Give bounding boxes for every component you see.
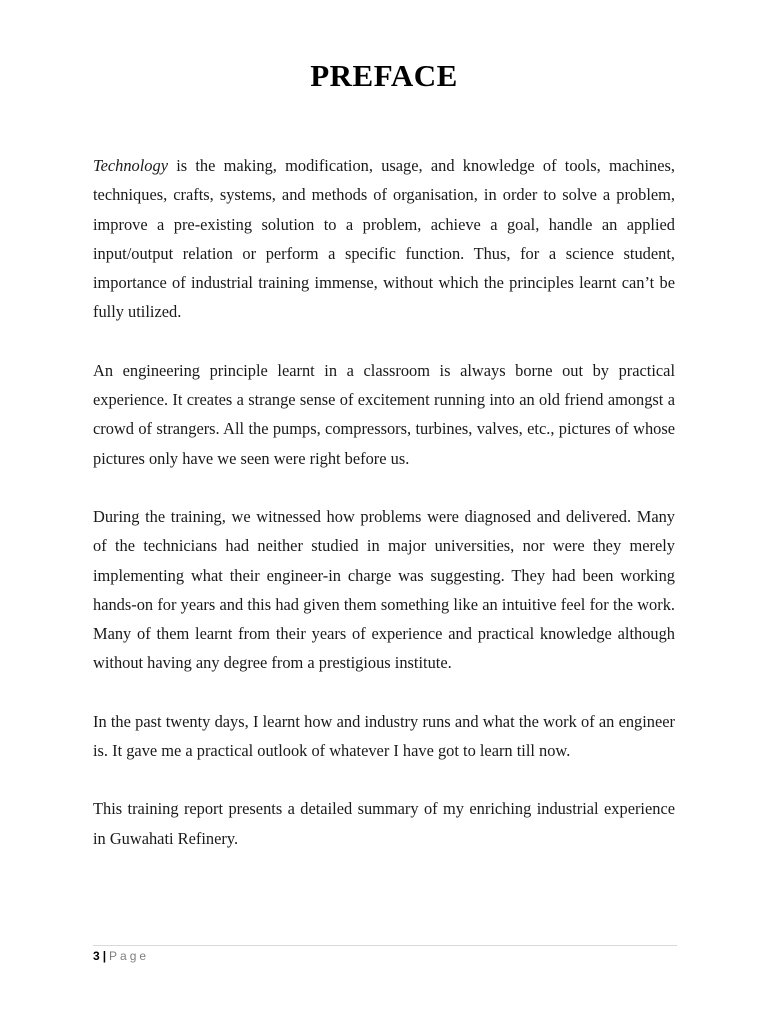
paragraph-2: An engineering principle learnt in a classroom is always borne out by practical experience. It creates a strange sense of excitement running into an old friend amongst a crowd of strangers. All the pumps, compressors, turbines, valves, etc., pictures of whose pictures only have we seen were right before us. [93, 360, 675, 468]
page-title: PREFACE [310, 58, 458, 93]
paragraph-5: This training report presents a detailed summary of my enriching industrial experience in Guwahati Refinery. [93, 799, 675, 848]
paragraph-1-text: is the making, modification, usage, and knowledge of tools, machines, techniques, crafts, systems, and methods of organisation, in order to solve a problem, improve a pre-existing solution to a problem, achieve a goal, handle an applied input/output relation or perform a specific function. Thus, for a science student, importance of industrial training immense, without which the principles learnt can’t be fully utilized. [93, 156, 675, 322]
footer-separator: | [102, 949, 107, 963]
paragraph-1 [93, 151, 675, 327]
paragraph-3: During the training, we witnessed how problems were diagnosed and delivered. Many of the technicians had neither studied in major universities, nor were they merely implementing what their engineer-in charge was suggesting. They had been working hands-on for years and this had given them something like an intuitive feel for the work. Many of them learnt from their years of experience and practical knowledge although without having any degree from a prestigious institute. [93, 506, 675, 673]
footer-divider [93, 945, 677, 946]
page-label: Page [109, 949, 150, 963]
paragraph-4: In the past twenty days, I learnt how and industry runs and what the work of an engineer is. It gave me a practical outlook of whatever I have got to learn till now. [93, 711, 675, 761]
page-footer [93, 947, 149, 965]
page-number: 3 [93, 949, 100, 963]
italic-term: Technology [93, 156, 168, 175]
preface-body [93, 151, 675, 882]
